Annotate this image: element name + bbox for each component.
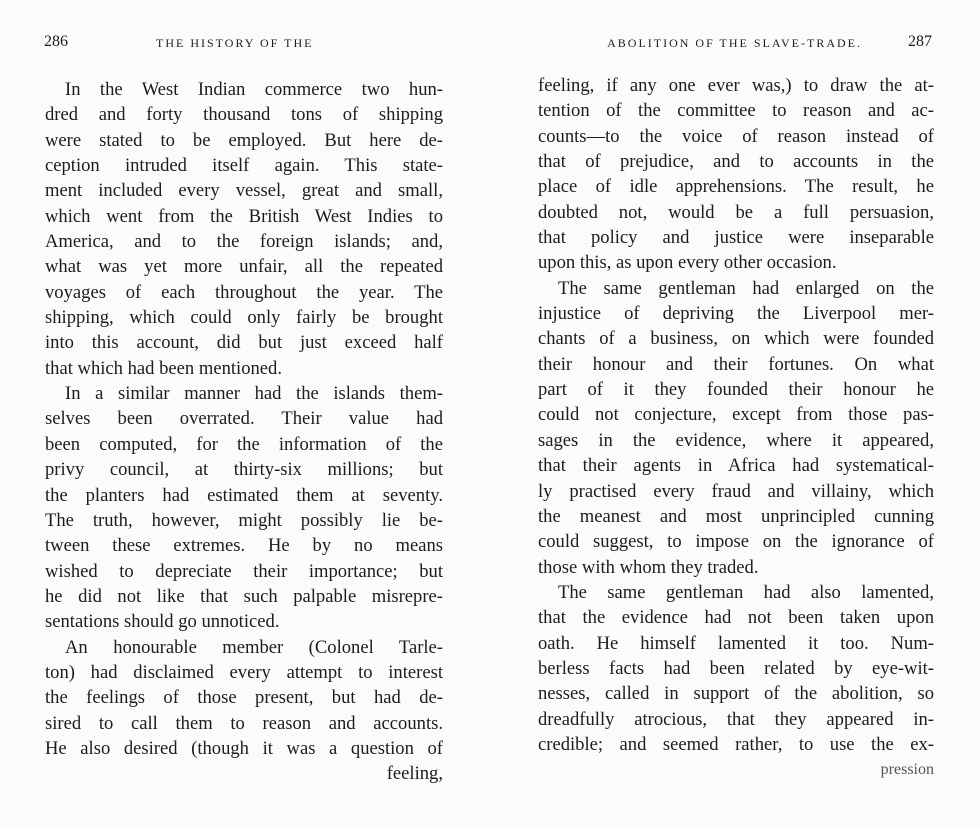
text-line: ly practised every fraud and villainy, which [538,480,934,502]
text-line: injustice of depriving the Liverpool mer- [538,303,934,325]
text-line: doubted not, would be a full persuasion, [538,201,934,223]
text-line: selves been overrated. Their value had [45,408,443,430]
text-line: wished to depreciate their importance; but [45,560,443,582]
text-line: the planters had estimated them at seventy. [45,484,443,506]
left-running-head [44,33,444,58]
text-line: In a similar manner had the islands them- [65,383,443,405]
text-line: The same gentleman had enlarged on the [558,277,934,299]
text-line: that of prejudice, and to accounts in the [538,151,934,173]
left-page-number: 286 [44,33,68,50]
text-line: dred and forty thousand tons of shipping [45,104,443,126]
right-page-number: 287 [908,33,932,50]
text-line: could suggest, to impose on the ignorance of [538,531,934,553]
left-body-text [45,77,443,787]
text-line: feeling, if any one ever was,) to draw the at- [538,75,934,96]
right-running-head [536,33,932,58]
text-line: privy council, at thirty-six millions; but [45,459,443,481]
catchword: pression [880,761,934,779]
text-line: ception intruded itself again. This state- [45,155,443,177]
text-line: that the evidence had not been taken upon [538,607,934,629]
text-line: oath. He himself lamented it too. Num- [538,632,934,654]
right-running-title: ABOLITION OF THE SLAVE-TRADE. [607,36,862,50]
text-line: tention of the committee to reason and ac- [538,100,934,122]
text-line: could not conjecture, except from those pas- [538,404,934,426]
text-line: that their agents in Africa had systematical- [538,455,934,477]
text-line: credible; and seemed rather, to use the ex- [538,733,934,755]
text-line: In the West Indian commerce two hun- [65,79,443,100]
text-line: into this account, did but just exceed half [45,332,443,354]
catchword: feeling, [386,763,443,785]
text-line: that which had been mentioned. [45,357,282,379]
text-line: chants of a business, on which were founded [538,328,934,350]
text-line: sired to call them to reason and accounts. [45,712,443,734]
text-line: their honour and their fortunes. On what [538,353,934,375]
text-line: place of idle apprehensions. The result, he [538,176,934,198]
text-line: nesses, called in support of the abolition, so [538,683,934,705]
left-running-title: THE HISTORY OF THE [156,36,314,50]
right-page [490,0,980,827]
text-line: dreadfully atrocious, that they appeared in- [538,708,934,730]
text-line: which went from the British West Indies to [45,205,443,227]
text-line: counts—to the voice of reason instead of [538,125,934,147]
text-line: those with whom they traded. [538,556,759,578]
text-line: part of it they founded their honour he [538,379,934,401]
text-line: shipping, which could only fairly be brought [45,307,443,329]
text-line: voyages of each throughout the year. The [45,281,443,303]
text-line: ment included every vessel, great and small, [45,180,443,202]
right-body-text [538,73,934,783]
text-line: upon this, as upon every other occasion. [538,252,837,274]
text-line: The truth, however, might possibly lie be- [45,509,443,531]
text-line: sages in the evidence, where it appeared, [538,429,934,451]
text-line: what was yet more unfair, all the repeated [45,256,443,278]
text-line: America, and to the foreign islands; and, [45,231,443,253]
text-line: were stated to be employed. But here de- [45,129,443,151]
text-line: ton) had disclaimed every attempt to interest [45,661,443,683]
text-line: the meanest and most unprincipled cunning [538,505,934,527]
text-line: he did not like that such palpable misrepre- [45,585,443,607]
text-line: the feelings of those present, but had de- [45,687,443,709]
text-line: berless facts had been related by eye-wit- [538,657,934,679]
text-line: that policy and justice were inseparable [538,227,934,249]
text-line: An honourable member (Colonel Tarle- [65,636,443,658]
text-line: been computed, for the information of the [45,433,443,455]
text-line: The same gentleman had also lamented, [558,581,934,603]
text-line: He also desired (though it was a question of [45,737,443,759]
text-line: tween these extremes. He by no means [45,535,443,557]
text-line: sentations should go unnoticed. [45,611,280,633]
